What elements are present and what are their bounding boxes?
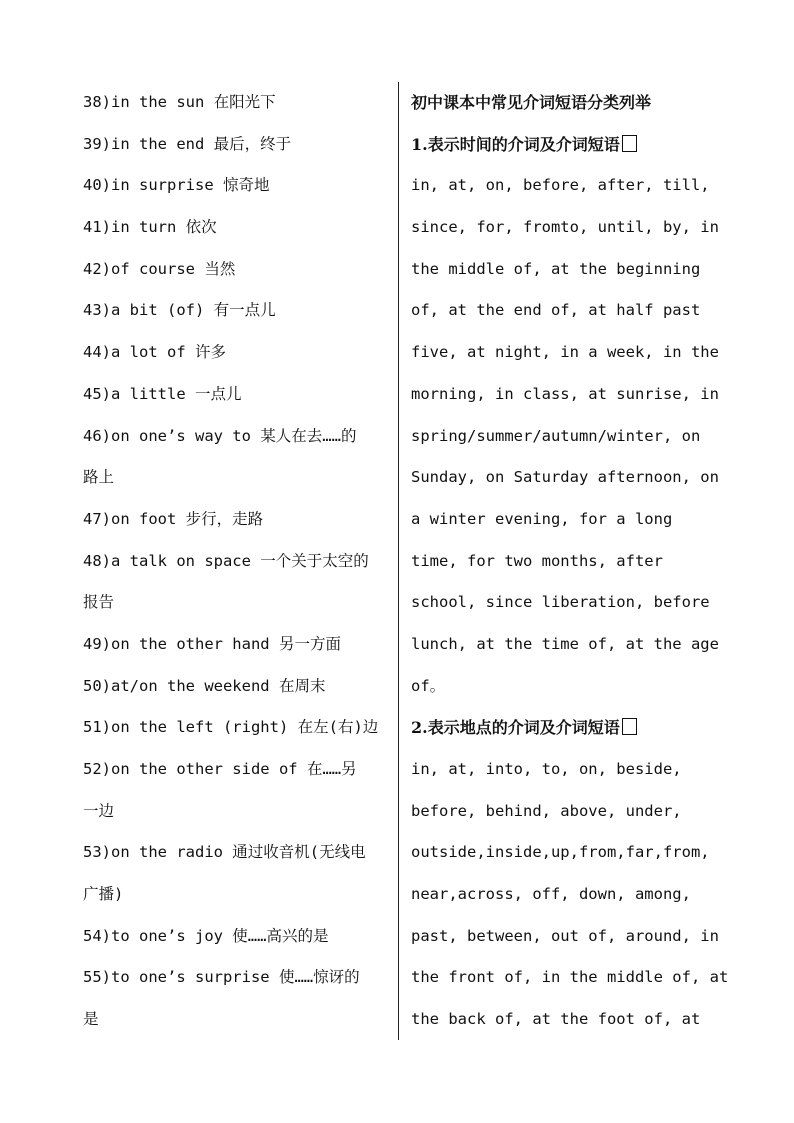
- phrase-line: 39)in the end 最后，终于: [83, 134, 292, 153]
- phrase-line: 55)to one’s surprise 使……惊讶的: [83, 968, 360, 987]
- checkbox-glyph-icon: [622, 718, 637, 735]
- body-line: in, at, on, before, after, till,: [411, 176, 710, 195]
- phrase-line: 48)a talk on space 一个关于太空的: [83, 551, 369, 570]
- phrase-line: 38)in the sun 在阳光下: [83, 93, 276, 111]
- body-line: before, behind, above, under,: [411, 801, 682, 820]
- phrase-line: 50)at/on the weekend 在周末: [83, 676, 326, 695]
- phrase-line: 报告: [83, 593, 115, 612]
- section-heading-text: 1.表示时间的介词及介词短语: [411, 134, 620, 154]
- phrase-line: 43)a bit (of) 有一点儿: [83, 301, 276, 320]
- column-divider: [398, 82, 399, 1040]
- body-line: Sunday, on Saturday afternoon, on: [411, 468, 719, 487]
- body-line: the back of, at the foot of, at: [411, 1010, 701, 1029]
- phrase-line: 47)on foot 步行，走路: [83, 509, 264, 528]
- section-heading-place: [411, 707, 741, 749]
- body-line: school, since liberation, before: [411, 593, 710, 612]
- body-line: time, for two months, after: [411, 551, 663, 570]
- section-heading-time: [411, 124, 741, 166]
- phrase-line: 52)on the other side of 在……另: [83, 760, 357, 778]
- body-line: outside,inside,up,from,far,from,: [411, 843, 710, 862]
- body-line: lunch, at the time of, at the age: [411, 634, 719, 653]
- phrase-line: 45)a little 一点儿: [83, 384, 242, 403]
- phrase-line: 49)on the other hand 另一方面: [83, 634, 341, 653]
- section-heading-text: 2.表示地点的介词及介词短语: [411, 718, 620, 738]
- phrase-line: 一边: [83, 801, 115, 820]
- body-line: the front of, in the middle of, at: [411, 968, 729, 987]
- phrase-line: 51)on the left (right) 在左(右)边: [83, 718, 379, 737]
- checkbox-glyph-icon: [622, 135, 637, 152]
- phrase-line: 46)on one’s way to 某人在去……的: [83, 426, 357, 445]
- body-line: five, at night, in a week, in the: [411, 343, 719, 362]
- body-line: the middle of, at the beginning: [411, 259, 701, 278]
- phrase-line: 是: [83, 1010, 99, 1029]
- body-line: morning, in class, at sunrise, in: [411, 384, 719, 403]
- phrase-line: 41)in turn 依次: [83, 218, 217, 237]
- phrase-line: 42)of course 当然: [83, 259, 236, 278]
- body-line: past, between, out of, around, in: [411, 926, 719, 945]
- body-line: spring/summer/autumn/winter, on: [411, 426, 701, 445]
- phrase-line: 广播): [83, 885, 124, 904]
- body-line: of。: [411, 676, 446, 695]
- right-column: [411, 82, 741, 1041]
- body-line: since, for, fromto, until, by, in: [411, 218, 719, 237]
- body-line: a winter evening, for a long: [411, 509, 673, 528]
- section-title: 初中课本中常见介词短语分类列举: [411, 93, 652, 112]
- left-column: [83, 82, 393, 1041]
- phrase-line: 44)a lot of 许多: [83, 343, 226, 362]
- body-line: near,across, off, down, among,: [411, 885, 691, 904]
- phrase-line: 40)in surprise 惊奇地: [83, 176, 270, 195]
- phrase-line: 53)on the radio 通过收音机(无线电: [83, 843, 366, 862]
- phrase-line: 54)to one’s joy 使……高兴的是: [83, 926, 329, 945]
- body-line: of, at the end of, at half past: [411, 301, 701, 320]
- phrase-line: 路上: [83, 468, 115, 487]
- body-line: in, at, into, to, on, beside,: [411, 760, 682, 778]
